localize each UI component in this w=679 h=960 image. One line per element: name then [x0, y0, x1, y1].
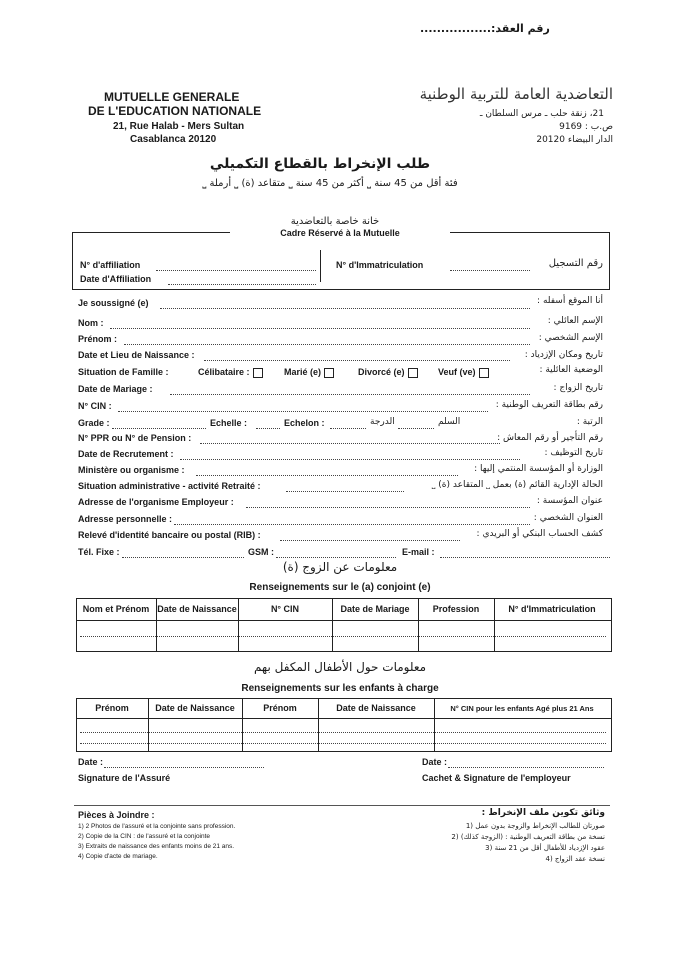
- checkbox-marie[interactable]: [324, 368, 334, 378]
- category-line-ar: فئة أقل من 45 سنة ⎵ أكثر من 45 سنة ⎵ متقاعد (ة) ⎵ أرملة ⎵: [202, 178, 458, 189]
- immatriculation-label: N° d'Immatriculation: [336, 260, 424, 270]
- spouse-col-profession: Profession: [432, 604, 480, 614]
- field-naissance-label: Date et Lieu de Naissance :: [78, 350, 195, 360]
- org-pobox-ar: ص.ب : 9169: [559, 122, 613, 132]
- field-adresse-employeur-label: Adresse de l'organisme Employeur :: [78, 497, 234, 507]
- field-ppr-ar: رقم التأجير أو رقم المعاش :: [497, 433, 603, 443]
- children-row-1[interactable]: [80, 732, 606, 733]
- children-col-prenom-2: Prénom: [263, 703, 297, 713]
- pieces-item-fr: 3) Extraits de naissance des enfants moins de 21 ans.: [78, 843, 235, 850]
- affiliation-number-label: N° d'affiliation: [80, 260, 141, 270]
- field-ministere-label: Ministère ou organisme :: [78, 465, 185, 475]
- option-celibataire-label: Célibataire :: [198, 367, 250, 377]
- date-right-label: Date :: [422, 757, 448, 767]
- checkbox-celibataire[interactable]: [253, 368, 263, 378]
- spouse-col-mariage: Date de Mariage: [340, 604, 410, 614]
- spouse-col-nom: Nom et Prénom: [82, 604, 150, 614]
- children-col-prenom-1: Prénom: [95, 703, 129, 713]
- echelon-label: Echelon :: [284, 418, 325, 428]
- echelon-input[interactable]: [330, 428, 366, 429]
- org-name-fr-line1: MUTUELLE GENERALE: [104, 90, 240, 104]
- spouse-title-fr: Renseignements sur le (a) conjoint (e): [249, 582, 431, 593]
- field-prenom-ar: الإسم الشخصي :: [538, 333, 603, 343]
- pieces-item-fr: 2) Copie de la CIN : de l'assuré et la conjointe: [78, 833, 211, 840]
- field-rib-label: Relevé d'identité bancaire ou postal (RIB) :: [78, 530, 261, 540]
- field-famille-ar: الوضعية العائلية :: [539, 365, 603, 375]
- echelle-input[interactable]: [256, 428, 280, 429]
- field-recrutement-input[interactable]: [180, 459, 520, 460]
- form-title-ar: طلب الإنخراط بالقطاع التكميلي: [209, 156, 431, 172]
- field-cin-ar: رقم بطاقة التعريف الوطنية :: [495, 400, 603, 410]
- registration-label-ar: رقم التسجيل: [548, 258, 603, 269]
- mutuelle-box-caption-ar: خانة خاصة بالتعاضدية: [290, 216, 380, 227]
- echelon-ar: الدرجة: [370, 417, 395, 427]
- field-grade-ar: الرتبة :: [576, 417, 603, 427]
- spouse-title-ar: معلومات عن الزوج (ة): [282, 560, 398, 574]
- field-ppr-input[interactable]: [200, 443, 500, 444]
- field-adresse-perso-input[interactable]: [174, 524, 530, 525]
- contract-number: رقم العقد:.................: [420, 22, 550, 35]
- echelle-ar-input[interactable]: [398, 428, 434, 429]
- field-recrutement-ar: تاريخ التوظيف :: [544, 448, 603, 458]
- option-marie[interactable]: [284, 367, 334, 378]
- field-adresse-perso-label: Adresse personnelle :: [78, 514, 173, 524]
- gsm-label: GSM :: [248, 547, 274, 557]
- field-grade-input[interactable]: [112, 428, 206, 429]
- field-soussigne-label: Je soussigné (e): [78, 298, 149, 308]
- spouse-col-cin: N° CIN: [270, 604, 300, 614]
- children-col-cin: N° CIN pour les enfants Agé plus 21 Ans: [450, 704, 594, 713]
- children-row-2[interactable]: [80, 743, 606, 744]
- children-title-ar: معلومات حول الأطفال المكفل بهم: [253, 660, 427, 674]
- pieces-item-fr: 1) 2 Photos de l'assuré et la conjointe sans profession.: [78, 823, 236, 830]
- field-nom-ar: الإسم العائلي :: [547, 316, 603, 326]
- org-name-ar: التعاضدية العامة للتربية الوطنية: [419, 85, 613, 103]
- email-input[interactable]: [440, 557, 610, 558]
- org-city-fr: Casablanca 20120: [130, 134, 217, 145]
- affiliation-date-label: Date d'Affiliation: [80, 274, 152, 284]
- field-soussigne-input[interactable]: [160, 308, 530, 309]
- option-divorce[interactable]: [358, 367, 418, 378]
- gsm-input[interactable]: [276, 557, 396, 558]
- org-address-ar: 21، زنقة حلب ـ مرس السلطان ـ: [479, 109, 604, 119]
- date-right-input[interactable]: [448, 767, 604, 768]
- date-left-input[interactable]: [104, 767, 264, 768]
- pieces-item-ar: صورتان للطالب الإنخراط والزوجة بدون عمل (1: [465, 822, 605, 830]
- field-mariage-ar: تاريخ الزواج :: [553, 383, 603, 393]
- immatriculation-field[interactable]: [450, 270, 530, 271]
- option-veuf[interactable]: [438, 367, 489, 378]
- option-marie-label: Marié (e): [284, 367, 322, 377]
- tel-input[interactable]: [122, 557, 244, 558]
- option-divorce-label: Divorcé (e): [358, 367, 405, 377]
- option-celibataire[interactable]: [198, 367, 263, 378]
- affiliation-date-field[interactable]: [168, 284, 316, 285]
- field-ministere-ar: الوزارة أو المؤسسة المنتمي إليها :: [474, 464, 603, 474]
- field-recrutement-label: Date de Recrutement :: [78, 449, 174, 459]
- signature-insured-label: Signature de l'Assuré: [78, 773, 171, 783]
- pieces-item-ar: نسخة من بطاقة التعريف الوطنية : (الزوجة كذلك) (2: [451, 833, 605, 841]
- footer-separator: [74, 805, 610, 806]
- children-col-naissance-1: Date de Naissance: [155, 703, 235, 713]
- pieces-title-fr: Pièces à Joindre :: [78, 810, 155, 820]
- field-grade-label: Grade :: [78, 418, 110, 428]
- field-cin-label: N° CIN :: [78, 401, 112, 411]
- field-rib-input[interactable]: [280, 540, 460, 541]
- org-name-fr-line2: DE L'EDUCATION NATIONALE: [88, 104, 262, 118]
- echelle-ar: السلم: [438, 417, 461, 427]
- affiliation-number-field[interactable]: [156, 270, 316, 271]
- field-situation-admin-ar: الحالة الإدارية القائم (ة) بعمل ⎵ المتقاعد (ة) ⎵: [431, 480, 603, 490]
- spouse-col-immatriculation: N° d'Immatriculation: [508, 604, 596, 614]
- field-rib-ar: كشف الحساب البنكي أو البريدي :: [476, 529, 603, 539]
- field-naissance-input[interactable]: [204, 360, 510, 361]
- echelle-label: Echelle :: [210, 418, 248, 428]
- field-mariage-input[interactable]: [170, 394, 530, 395]
- field-nom-input[interactable]: [110, 328, 530, 329]
- field-soussigne-ar: أنا الموقع أسفله :: [537, 296, 603, 306]
- pieces-title-ar: وثائق تكوين ملف الإنخراط :: [481, 808, 605, 818]
- field-prenom-input[interactable]: [124, 344, 530, 345]
- field-situation-admin-label: Situation administrative - activité Retraité :: [78, 481, 261, 491]
- pieces-item-fr: 4) Copie d'acte de mariage.: [78, 853, 158, 860]
- field-prenom-label: Prénom :: [78, 334, 118, 344]
- field-naissance-ar: تاريخ ومكان الإزدياد :: [524, 350, 603, 360]
- option-veuf-label: Veuf (ve): [438, 367, 476, 377]
- checkbox-veuf[interactable]: [479, 368, 489, 378]
- org-address-fr: 21, Rue Halab - Mers Sultan: [113, 121, 245, 132]
- tel-label: Tél. Fixe :: [78, 547, 120, 557]
- mutuelle-box-caption-fr: Cadre Réservé à la Mutuelle: [230, 228, 450, 238]
- signature-employer-label: Cachet & Signature de l'employeur: [422, 773, 571, 783]
- field-famille-label: Situation de Famille :: [78, 367, 169, 377]
- field-adresse-employeur-ar: عنوان المؤسسة :: [536, 496, 603, 506]
- pieces-item-ar: نسخة عقد الزواج (4: [545, 855, 605, 863]
- field-mariage-label: Date de Mariage :: [78, 384, 153, 394]
- field-ministere-input[interactable]: [196, 475, 458, 476]
- field-situation-admin-input[interactable]: [286, 491, 404, 492]
- field-adresse-employeur-input[interactable]: [246, 507, 530, 508]
- spouse-row-1[interactable]: [80, 636, 606, 637]
- children-col-naissance-2: Date de Naissance: [336, 703, 416, 713]
- date-left-label: Date :: [78, 757, 104, 767]
- pieces-item-ar: عقود الإزدياد للأطفال أقل من 21 سنة (3: [485, 844, 605, 852]
- field-nom-label: Nom :: [78, 318, 104, 328]
- children-title-fr: Renseignements sur les enfants à charge: [241, 683, 439, 694]
- checkbox-divorce[interactable]: [408, 368, 418, 378]
- email-label: E-mail :: [402, 547, 435, 557]
- spouse-col-naissance: Date de Naissance: [157, 604, 237, 614]
- field-adresse-perso-ar: العنوان الشخصي :: [533, 513, 603, 523]
- field-ppr-label: N° PPR ou N° de Pension :: [78, 433, 192, 443]
- field-cin-input[interactable]: [118, 411, 488, 412]
- org-city-ar: الدار البيضاء 20120: [536, 135, 613, 145]
